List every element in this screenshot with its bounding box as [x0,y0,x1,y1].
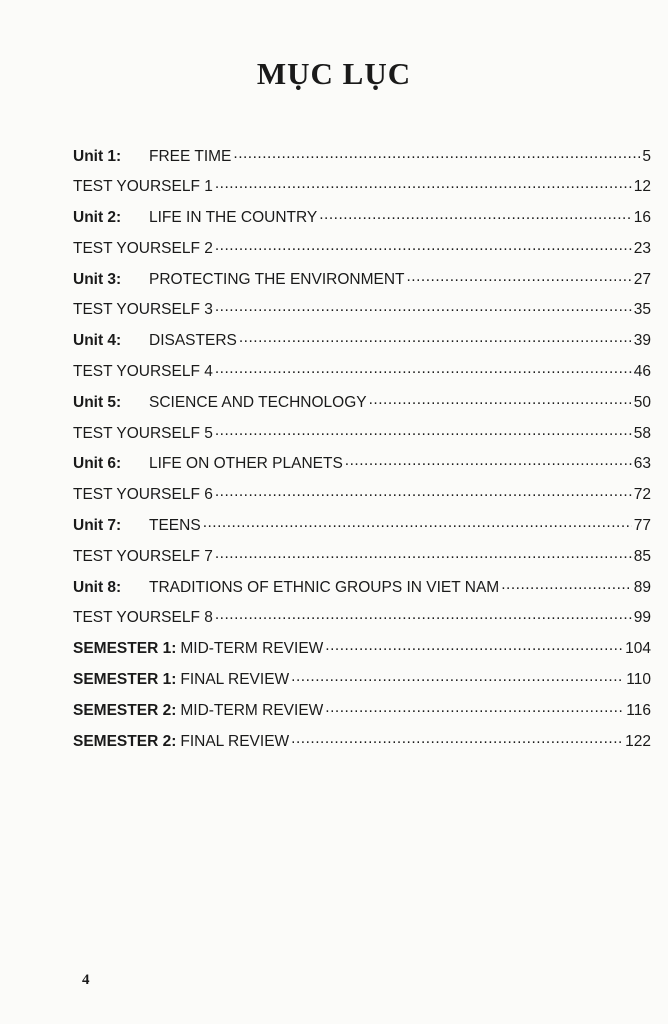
dot-leader [215,422,632,438]
toc-row [73,145,651,176]
toc-label: SEMESTER 1: [73,640,177,658]
toc-title: TEENS [149,517,201,535]
toc-label: Unit 8: [73,578,122,596]
toc-page: 50 [633,393,651,411]
toc-title: TRADITIONS OF ETHNIC GROUPS IN VIET NAM [149,578,500,596]
dot-leader [319,207,632,223]
dot-leader [325,699,624,715]
toc-title: DISASTERS [149,332,237,350]
toc-row [73,330,651,361]
toc-row [73,545,651,576]
toc-row [73,361,651,392]
dot-leader [325,638,623,654]
toc-row [73,453,651,484]
dot-leader [501,576,632,592]
toc-page: 16 [633,209,651,227]
toc-label: Unit 7: [73,517,122,535]
toc-row [73,576,651,607]
toc-title: FREE TIME [149,147,232,165]
dot-leader [369,391,632,407]
toc-page: 72 [633,486,651,504]
toc-title: SCIENCE AND TECHNOLOGY [149,393,367,411]
toc-page: 85 [633,547,651,565]
toc-title: LIFE ON OTHER PLANETS [149,455,343,473]
dot-leader [215,176,632,192]
toc-label: SEMESTER 2: [73,701,177,719]
toc-label: Unit 6: [73,455,122,473]
toc-row [73,299,651,330]
toc-page: 89 [633,578,651,596]
toc-label: TEST YOURSELF 1 [73,178,213,196]
dot-leader [215,545,632,561]
toc-row [73,515,651,546]
toc-page: 46 [633,363,651,381]
toc-label: TEST YOURSELF 3 [73,301,213,319]
page-title: MỤC LỤC [256,56,412,91]
toc-page: 27 [633,270,651,288]
toc-row [73,699,651,730]
dot-leader [239,330,632,346]
toc-label: Unit 2: [73,209,122,227]
toc-row [73,391,651,422]
toc-title: MID-TERM REVIEW [180,701,324,719]
toc-page: 99 [633,609,651,627]
toc-label: TEST YOURSELF 6 [73,486,213,504]
toc-page: 104 [625,640,651,658]
toc-label: SEMESTER 1: [73,671,177,689]
dot-leader [215,299,632,315]
toc-row [73,638,651,669]
dot-leader [215,361,632,377]
toc-row [73,268,651,299]
toc-title: LIFE IN THE COUNTRY [149,209,318,227]
toc-title: FINAL REVIEW [180,671,290,689]
dot-leader [215,237,632,253]
toc-row [73,207,651,238]
toc-page: 35 [633,301,651,319]
toc-page: 12 [633,178,651,196]
toc-row [73,730,651,761]
toc-page: 110 [626,671,651,689]
toc-page: 77 [633,517,651,535]
toc-row [73,176,651,207]
toc-label: TEST YOURSELF 7 [73,547,213,565]
dot-leader [291,669,624,685]
toc-title: FINAL REVIEW [180,732,290,750]
toc-page: 116 [626,701,651,719]
toc-page: 63 [633,455,651,473]
toc-label: TEST YOURSELF 5 [73,424,213,442]
toc-page: 5 [642,147,651,165]
toc-row [73,607,651,638]
toc-label: TEST YOURSELF 8 [73,609,213,627]
toc-title: MID-TERM REVIEW [180,640,324,658]
dot-leader [215,484,632,500]
toc-page: 122 [625,732,651,750]
toc-title: PROTECTING THE ENVIRONMENT [149,270,405,288]
toc-label: SEMESTER 2: [73,732,177,750]
toc-label: Unit 4: [73,332,122,350]
toc-label: Unit 1: [73,147,122,165]
toc-page: 39 [633,332,651,350]
toc-row [73,422,651,453]
dot-leader [406,268,631,284]
toc-label: TEST YOURSELF 4 [73,363,213,381]
dot-leader [345,453,632,469]
dot-leader [215,607,632,623]
dot-leader [291,730,623,746]
toc-label: TEST YOURSELF 2 [73,239,213,257]
page-number: 4 [82,972,90,988]
dot-leader [233,145,640,161]
toc-row [73,484,651,515]
toc-page: 58 [633,424,651,442]
toc-row [73,237,651,268]
toc-label: Unit 3: [73,270,122,288]
table-of-contents [73,145,651,761]
dot-leader [203,515,632,531]
toc-label: Unit 5: [73,393,122,411]
toc-row [73,669,651,700]
toc-page: 23 [633,239,651,257]
